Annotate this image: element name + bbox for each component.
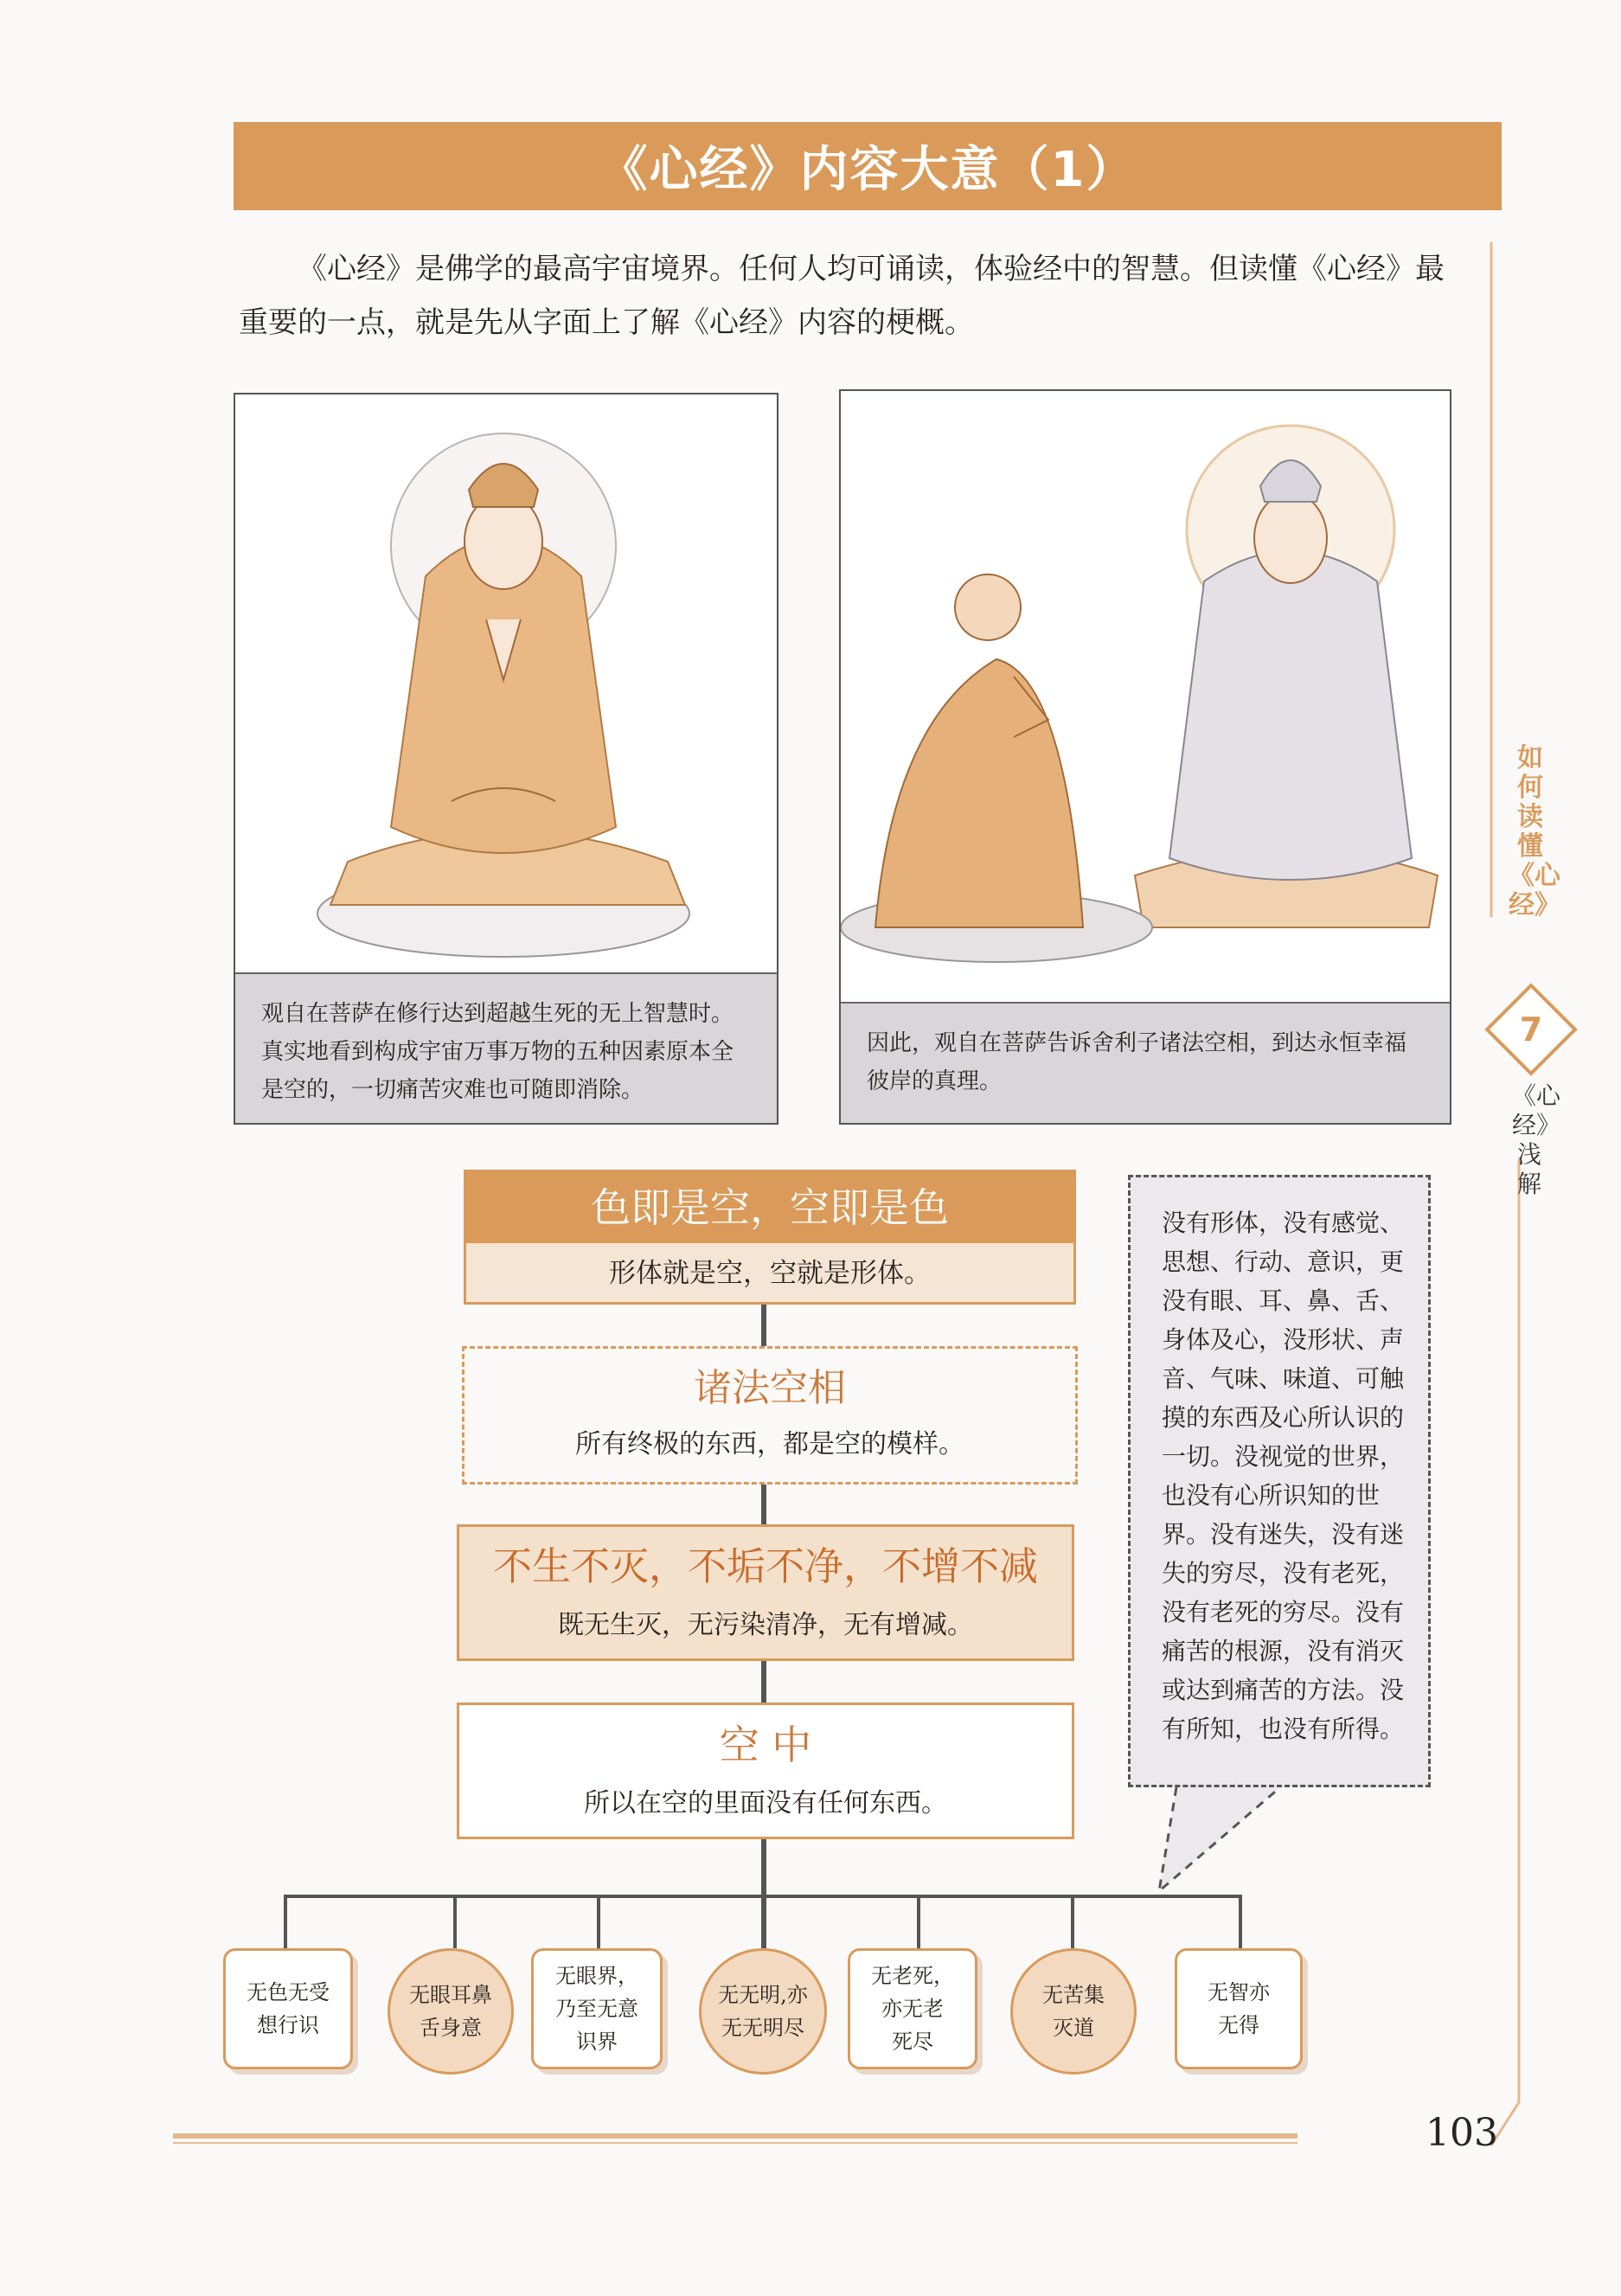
- chapter-number: 7: [1519, 1010, 1543, 1049]
- leaf-item: [223, 1948, 353, 2069]
- intro-paragraph: 《心经》是佛学的最高宇宙境界。任何人均可诵读，体验经中的智慧。但读懂《心经》最重要的一点，就是先从字面上了解《心经》内容的梗概。: [239, 252, 1445, 340]
- connector-line: [761, 1839, 766, 1948]
- leaf-label: 无无明,亦 无无明尽: [718, 1983, 808, 2040]
- chapter-title: 《心经》浅解: [1512, 1081, 1561, 1198]
- flow-box-subtitle: 所有终极的东西，都是空的模样。: [575, 1429, 964, 1459]
- leaf-label: 无色无受 想行识: [247, 1980, 330, 2037]
- leaf-item: [531, 1948, 663, 2069]
- leaf-item: [699, 1948, 827, 2075]
- flow-box-subtitle: 形体就是空，空就是形体。: [609, 1258, 931, 1289]
- section-tab: 如何读懂《心经》: [1509, 743, 1560, 920]
- branch-stub: [1071, 1895, 1074, 1948]
- branch-stub: [1239, 1895, 1242, 1948]
- flow-box-in-emptiness: [457, 1703, 1074, 1839]
- branch-stub: [284, 1895, 287, 1948]
- page-title-bar: [234, 122, 1502, 210]
- leaf-label: 无老死， 亦无老 死尽: [871, 1964, 954, 2054]
- flow-box-subtitle: 所以在空的里面没有任何东西。: [584, 1788, 947, 1818]
- leaf-label: 无智亦 无得: [1208, 1980, 1270, 2037]
- flow-box-title: 空 中: [719, 1722, 812, 1768]
- footer-rule: [173, 2133, 1297, 2139]
- flow-box-no-birth-death: [457, 1524, 1074, 1661]
- side-border: [1488, 242, 1522, 2197]
- branch-stub: [453, 1895, 457, 1948]
- illustration-left-caption: 观自在菩萨在修行达到超越生死的无上智慧时。真实地看到构成宇宙万事万物的五种因素原本全是空的，一切痛苦灾难也可随即消除。: [235, 972, 777, 1123]
- branch-line: [284, 1895, 1242, 1898]
- leaf-item: [388, 1948, 514, 2075]
- page-title: 《心经》内容大意（1）: [599, 142, 1137, 198]
- flow-box-title: 诸法空相: [694, 1366, 846, 1410]
- branch-stub: [917, 1895, 920, 1948]
- leaf-label: 无眼耳鼻 舌身意: [409, 1983, 492, 2040]
- branch-stub: [597, 1895, 600, 1948]
- connector-line: [761, 1661, 766, 1703]
- flow-box-title: 不生不灭，不垢不净，不增不减: [492, 1543, 1038, 1589]
- flow-box-subtitle: 既无生灭，无污染清净，无有增减。: [558, 1610, 973, 1640]
- connector-line: [761, 1305, 766, 1346]
- footer-rule: [173, 2142, 1297, 2144]
- illustration-left: [234, 393, 778, 1125]
- connector-line: [761, 1485, 766, 1524]
- leaf-item: [1010, 1948, 1137, 2075]
- bodhisattva-praying-image: [235, 394, 777, 974]
- flow-box-title: 色即是空，空即是色: [466, 1172, 1073, 1243]
- flow-box-form-emptiness: [464, 1170, 1076, 1305]
- leaf-label: 无苦集 灭道: [1042, 1983, 1105, 2040]
- page-number: 103: [1426, 2111, 1498, 2155]
- illustration-right-caption: 因此，观自在菩萨告诉舍利子诸法空相，到达永恒幸福彼岸的真理。: [841, 1002, 1450, 1123]
- explanation-note: 没有形体，没有感觉、思想、行动、意识，更没有眼、耳、鼻、舌、身体及心，没形状、声音、气味、味道、可触摸的东西及心所认识的一切。没视觉的世界，也没有心所识知的世界。没有迷失，没有迷失的穷尽，没有老死，没有老死的穷尽。没有痛苦的根源，没有消灭或达到痛苦的方法。没有所知，也没有所得。: [1128, 1175, 1431, 1787]
- leaf-label: 无眼界， 乃至无意 识界: [555, 1964, 638, 2054]
- leaf-item: [1175, 1948, 1303, 2069]
- illustration-right: [839, 389, 1451, 1125]
- leaf-item: [848, 1948, 977, 2069]
- bodhisattva-teaching-monk-image: [841, 391, 1450, 1002]
- note-pointer: [1150, 1784, 1289, 1896]
- flow-box-dharma-emptiness: [462, 1346, 1078, 1485]
